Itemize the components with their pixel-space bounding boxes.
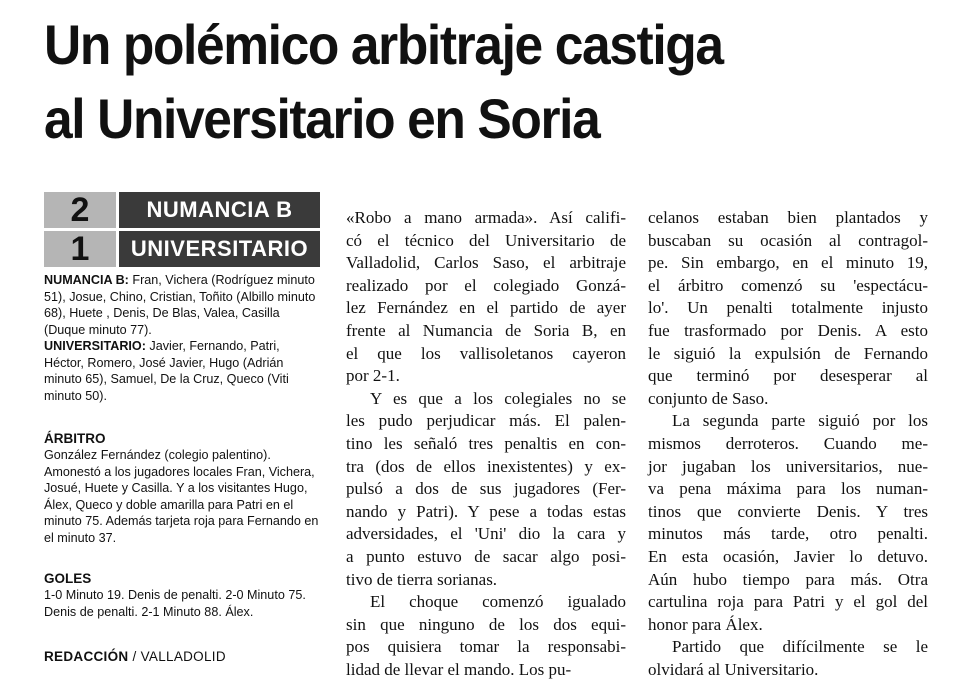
headline-line-2: al Universitario en Soria [44, 87, 600, 150]
goals-text: 1-0 Minuto 19. Denis de penalti. 2-0 Minuto 75. Denis de penalti. 2-1 Minuto 88. Álex. [44, 588, 306, 619]
body-line: Aún hubo tiempo para más. Otra [648, 569, 928, 589]
body-line: les pudo perjudicar más. El palen- [346, 411, 626, 431]
goals-heading: GOLES [44, 571, 92, 586]
away-score: 1 [44, 231, 116, 267]
byline-separator: / [128, 649, 141, 664]
body-line: lo'. Un penalti totalmente injusto [648, 298, 928, 318]
body-line: conjunto de Saso. [648, 388, 769, 408]
body-column-1 [346, 207, 626, 681]
body-line: sin que ninguno de los dos equi- [346, 614, 626, 634]
body-line: minutos más tarde, otro penalti. [648, 524, 928, 544]
body-line: lez Fernández en el partido de ayer [346, 298, 626, 318]
numancia-label: NUMANCIA B: [44, 273, 129, 287]
away-team: UNIVERSITARIO [119, 231, 320, 267]
numancia-lineup [44, 272, 320, 338]
body-line: Partido que difícilmente se le [672, 637, 928, 657]
body-line: El choque comenzó igualado [370, 592, 626, 612]
scoreboard [44, 192, 320, 270]
referee-section [44, 430, 320, 546]
body-line: realizado por el colegiado Gonzá- [346, 275, 626, 295]
body-line: cartulina roja para Patri y el gol del [648, 592, 928, 612]
referee-text: González Fernández (colegio palentino). Amonestó a los jugadores locales Fran, Vichera, Josué, Huete y Casilla. Y a los visitantes Hugo, Álex, Queco y doble amarilla para Patri en el minuto 75. Además tarjeta roja para Fernando en el minuto 37. [44, 448, 319, 545]
body-line: va pena máxima para los numan- [648, 479, 928, 499]
body-line: Y es que a los colegiales no se [370, 388, 626, 408]
universitario-players: Javier, Fernando, Patri, Héctor, Romero, José Javier, Hugo (Adrián minuto 65), Samuel, De la Cruz, Queco (Viti minuto 50). [44, 339, 289, 403]
body-line: le siguió la expulsión de Fernando [648, 343, 928, 363]
body-line: frente al Numancia de Soria B, en [346, 320, 626, 340]
byline-place: VALLADOLID [140, 649, 226, 664]
universitario-label: UNIVERSITARIO: [44, 339, 146, 353]
body-line: celanos estaban bien plantados y [648, 208, 928, 227]
home-score: 2 [44, 192, 116, 228]
body-line: En esta ocasión, Javier lo detuvo. [648, 546, 928, 566]
goals-section [44, 570, 320, 620]
body-line: tra (dos de ellos inexistentes) y ex- [346, 456, 626, 476]
body-line: el árbitro comenzó su 'espectácu- [648, 275, 928, 295]
body-line: por 2-1. [346, 366, 400, 386]
body-line: mismos derroteros. Cuando me- [648, 433, 928, 453]
body-line: jor jugaban los universitarios, nue- [648, 456, 928, 476]
byline-author: REDACCIÓN [44, 649, 129, 664]
referee-heading: ÁRBITRO [44, 431, 106, 446]
body-line: honor para Álex. [648, 614, 763, 634]
body-line: adversidades, el 'Uni' dio la cara y [346, 524, 626, 544]
numancia-players: Fran, Vichera (Rodríguez minuto 51), Josue, Chino, Cristian, Toñito (Albillo minuto 68), Huete , Denis, De Blas, Valea, Casilla (Duque minuto 77). [44, 273, 316, 337]
headline-line-1: Un polémico arbitraje castiga [44, 13, 723, 76]
score-row-away [44, 231, 320, 267]
universitario-lineup [44, 338, 320, 404]
body-line: tivo de tierra sorianas. [346, 569, 498, 589]
body-line: tino les señaló tres penaltis en con- [346, 433, 626, 453]
body-line: pe. Sin embargo, en el minuto 19, [648, 253, 928, 273]
body-line: Valladolid, Carlos Saso, el arbitraje [346, 253, 626, 273]
body-line: La segunda parte siguió por los [672, 411, 928, 431]
body-line: tinos que convierte Denis. Y tres [648, 501, 928, 521]
headline [44, 8, 872, 156]
body-line: «Robo a mano armada». Así califi- [346, 208, 626, 227]
body-line: fue trasformado por Denis. A esto [648, 320, 928, 340]
body-line: el que los vallisoletanos cayeron [346, 343, 626, 363]
body-line: buscaban su ocasión al contragol- [648, 230, 928, 250]
body-line: olvidará al Universitario. [648, 659, 819, 679]
body-column-2 [648, 207, 928, 681]
body-line: pulsó a dos de sus jugadores (Fer- [346, 479, 626, 499]
body-line: lidad de llevar el mando. Los pu- [346, 659, 572, 679]
home-team: NUMANCIA B [119, 192, 320, 228]
body-line: que terminó por desesperar al [648, 366, 928, 386]
byline [44, 648, 226, 666]
body-line: a punto estuvo de sacar algo posi- [346, 546, 626, 566]
score-row-home [44, 192, 320, 228]
body-line: có el técnico del Universitario de [346, 230, 626, 250]
lineups [44, 272, 320, 404]
body-line: nando y Patri). Y pese a todas estas [346, 501, 626, 521]
body-line: pos quisiera tomar la responsabi- [346, 637, 626, 657]
